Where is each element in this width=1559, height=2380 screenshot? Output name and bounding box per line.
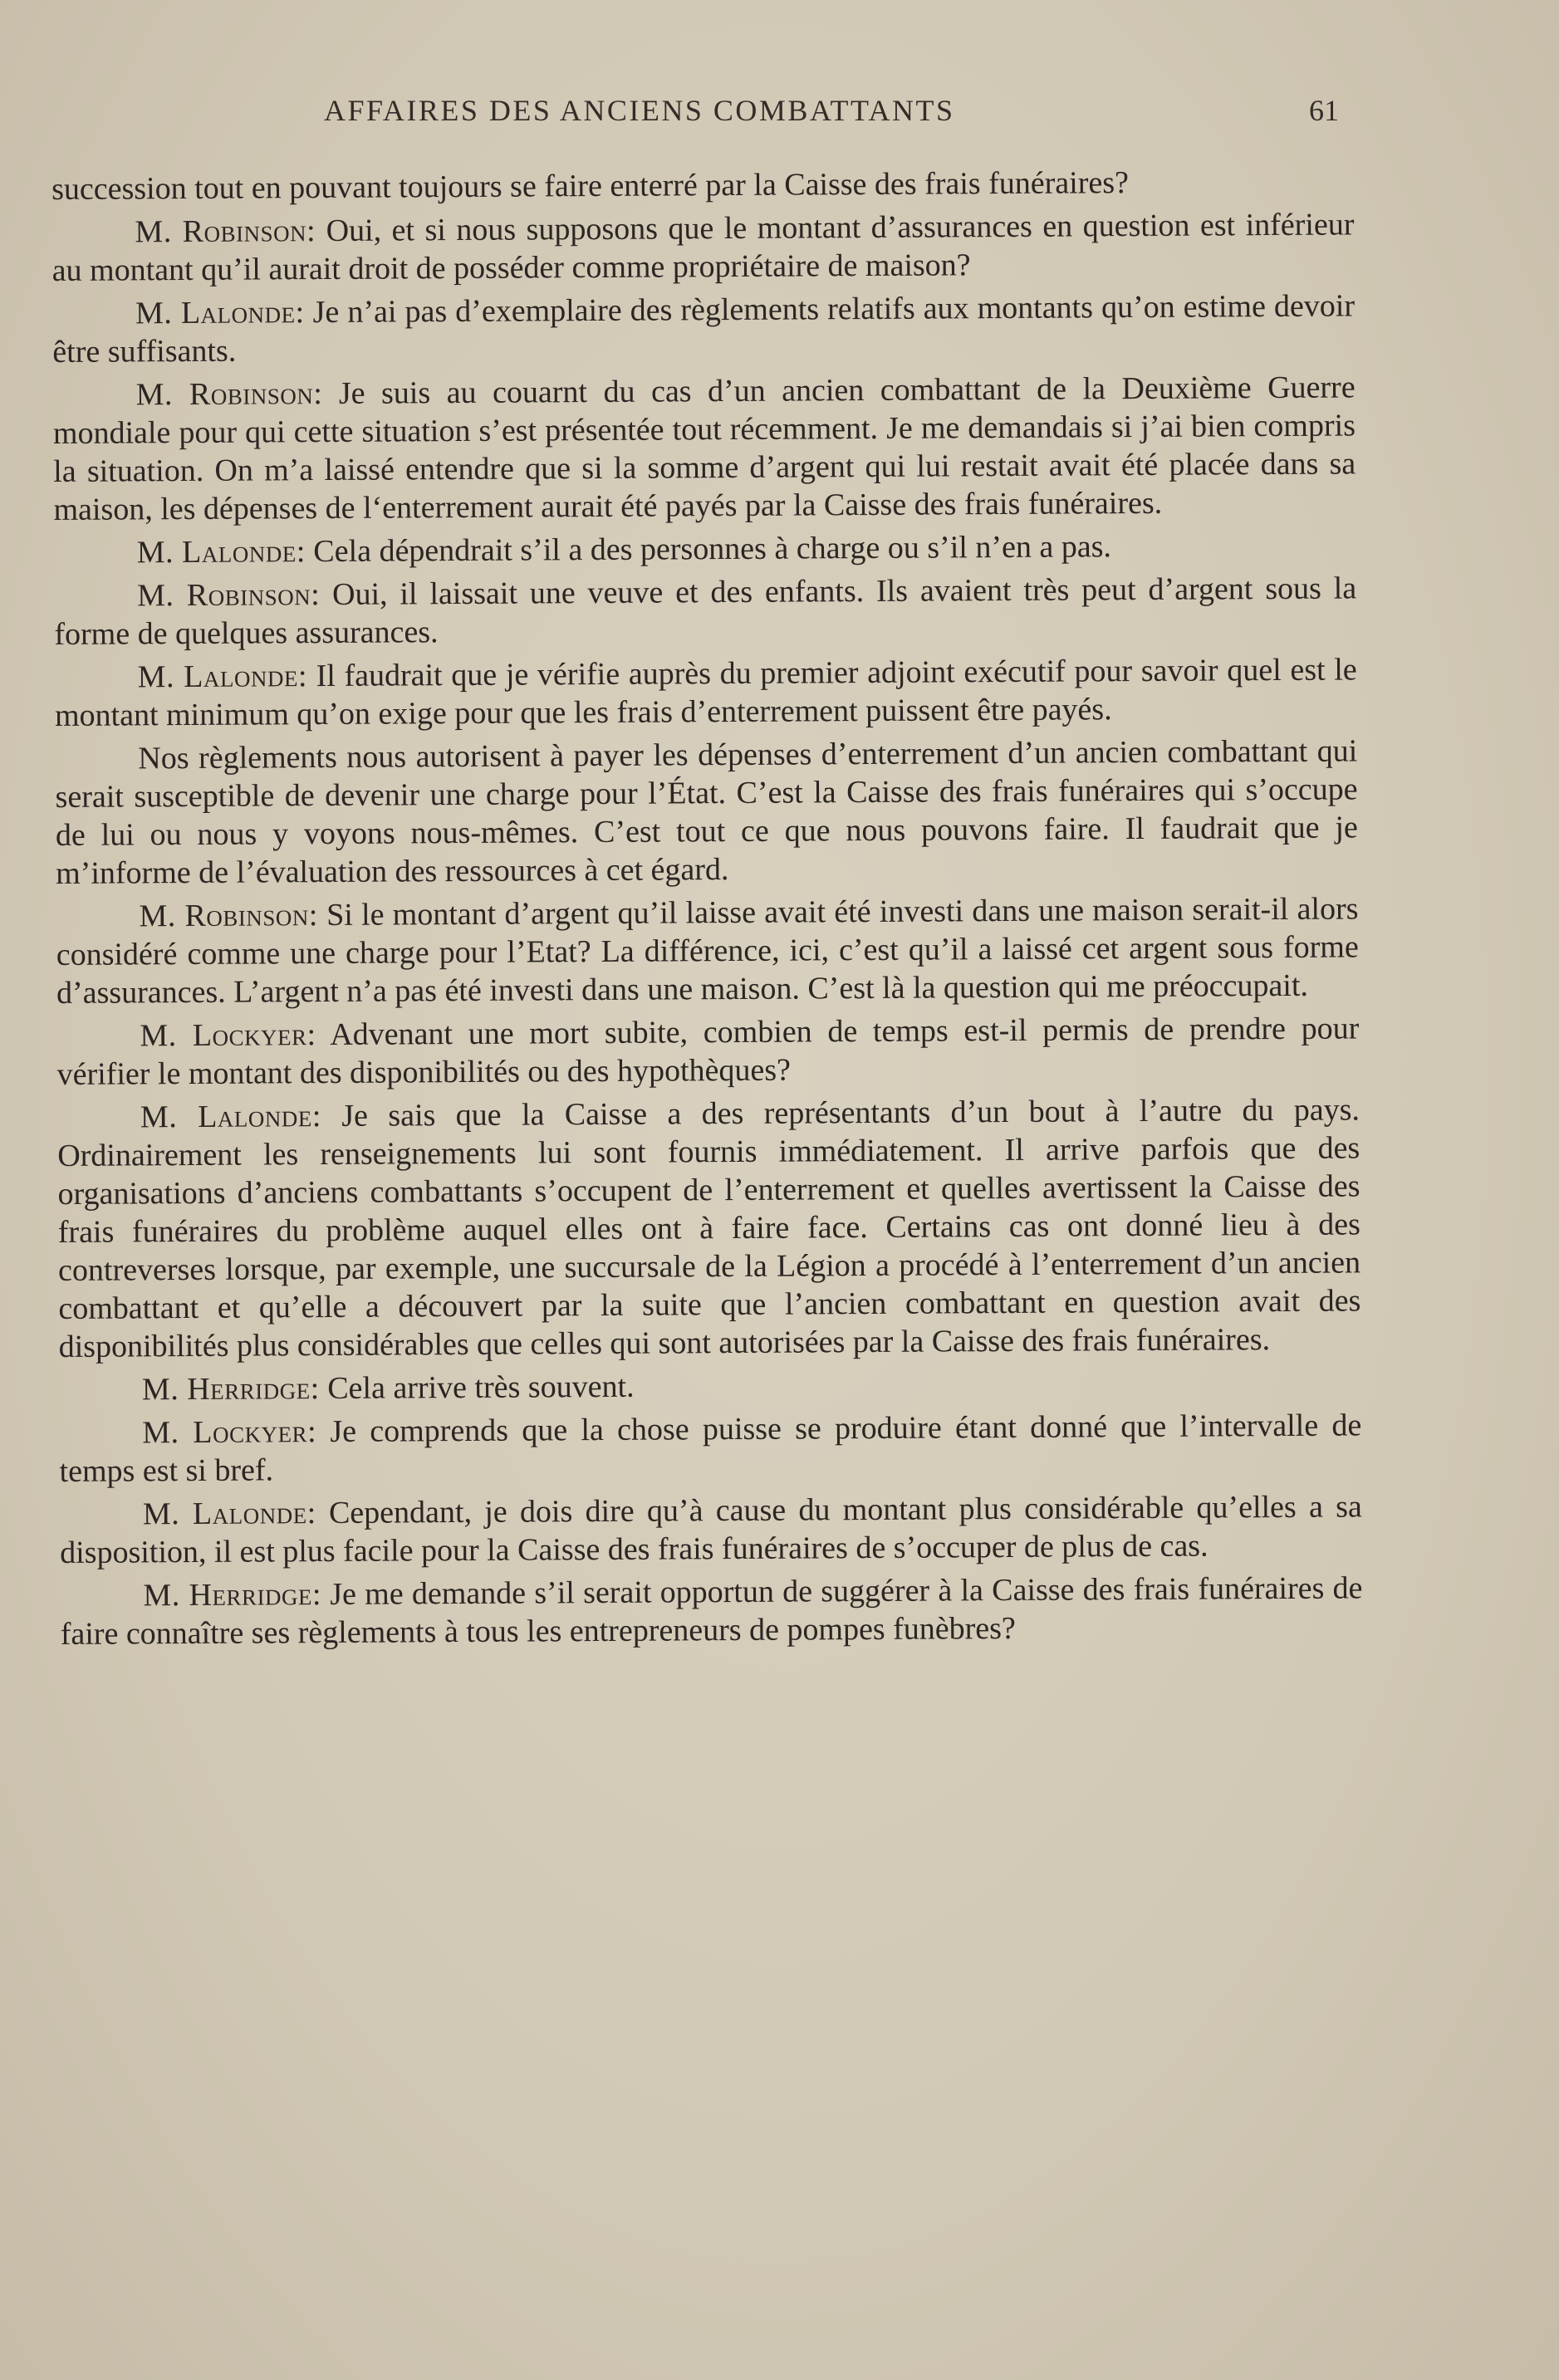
paragraph [55, 732, 1358, 893]
paragraph [55, 650, 1358, 735]
paragraph [52, 286, 1356, 371]
paragraph [51, 205, 1355, 290]
paragraph [60, 1487, 1363, 1572]
speaker: M. Lalonde: [142, 1496, 316, 1532]
speaker: M. Lockyer: [142, 1414, 317, 1451]
paragraph [54, 569, 1357, 654]
paragraph-text: Cela arrive très souvent. [319, 1369, 635, 1407]
paragraph [56, 889, 1359, 1012]
paragraph [53, 368, 1356, 529]
running-head: AFFAIRES DES ANCIENS COMBATTANTS [324, 94, 955, 127]
paragraph [54, 526, 1356, 572]
speaker: M. Robinson: [139, 898, 319, 934]
speaker: M. Lalonde: [135, 295, 305, 331]
paragraph [59, 1363, 1361, 1409]
speaker: M. Lalonde: [137, 659, 308, 695]
speaker: M. Robinson: [137, 577, 321, 614]
paragraph-text: Il faudrait que je vérifie auprès du premier adjoint exécutif pour savoir quel est le montant minimum qu’on exige pour que les frais d’enterrement puissent être payés. [54, 652, 1357, 733]
transcript-body [51, 162, 1363, 1658]
paragraph-text: Cela dépendrait s’il a des personnes à charge ou s’il n’en a pas. [305, 529, 1112, 570]
paragraph-text: Je suis au couarnt du cas d’un ancien combattant de la Deuxième Guerre mondiale pour qui cette situation s’est présentée tout récemment. Je me demandais si j’ai bien compris la situation. On m’a laissé entendre que si la somme d’argent qui lui restait avait été placée dans sa maison, les dépenses de l‘enterrement aurait été payés par la Caisse des frais funéraires. [52, 370, 1356, 527]
paragraph-text: Je me demande s’il serait opportun de suggérer à la Caisse des frais funéraires de faire connaître ses règlements à tous les entrepreneurs de pompes funèbres? [60, 1570, 1363, 1652]
paragraph-text: Advenant une mort subite, combien de temps est-il permis de prendre pour vérifier le montant des disponibilités ou des hypothèques? [56, 1011, 1360, 1092]
paragraph-text: Oui, et si nous supposons que le montant d’assurances en question est inférieur au montant qu’il aurait droit de posséder comme propriétaire de maison? [51, 207, 1355, 288]
paragraph [57, 1090, 1361, 1366]
speaker: M. Robinson: [135, 376, 323, 413]
paragraph-text: succession tout en pouvant toujours se faire enterré par la Caisse des frais funéraires? [51, 165, 1130, 207]
speaker: M. Lalonde: [140, 1099, 322, 1135]
paragraph-text: Je sais que la Caisse a des représentants d’un bout à l’autre du pays. Ordinairement les renseignements lui sont fournis immédiatement. Il arrive parfois que des organisations d’anciens combattants s’occupent de l’enterrement et quelles avertissent la Caisse des frais funéraires du problème auquel elles ont à faire face. Certains cas ont donné lieu à des contreverses lorsque, par exemple, une succursale de la Légion a procédé à l’enterrement d’un ancien combattant et qu’elle a découvert par la suite que l’ancien combattant en question avait des disponibilités plus considérables que celles qui sont autorisées par la Caisse des frais funéraires. [57, 1092, 1361, 1364]
paragraph-text: Je n’ai pas d’exemplaire des règlements relatifs aux montants qu’on estime devoir être suffisants. [52, 288, 1356, 370]
page-header [324, 93, 1339, 135]
speaker: M. Herridge: [141, 1371, 320, 1408]
paragraph [51, 162, 1354, 208]
paragraph-text: Je comprends que la chose puisse se produire étant donné que l’intervalle de temps est si bref. [59, 1408, 1362, 1489]
speaker: M. Lalonde: [136, 534, 306, 571]
paragraph [60, 1569, 1363, 1653]
paragraph-text: Cependant, je dois dire qu’à cause du montant plus considérable qu’elles a sa disposition, il est plus facile pour la Caisse des frais funéraires de s’occuper de plus de cas. [60, 1489, 1362, 1570]
paragraph-text: Oui, il laissait une veuve et des enfants. Ils avaient très peut d’argent sous la forme de quelques assurances. [54, 571, 1357, 652]
paragraph-text: Si le montant d’argent qu’il laisse avait été investi dans une maison serait-il alors considéré comme une charge pour l’Etat? La différence, ici, c’est qu’il a laissé cet argent sous forme d’assurances. L’argent n’a pas été investi dans une maison. C’est là la question qui me préoccupait. [56, 891, 1359, 1011]
paragraph [59, 1406, 1362, 1491]
paragraph-text: Nos règlements nous autorisent à payer les dépenses d’enterrement d’un ancien combattant qui serait susceptible de devenir une charge pour l’État. C’est la Caisse des frais funéraires qui s’occupe de lui ou nous y voyons nous-mêmes. C’est tout ce que nous pouvons faire. Il faudrait que je m’informe de l’évaluation des ressources à cet égard. [55, 733, 1358, 891]
paragraph [56, 1009, 1360, 1094]
page-number: 61 [1309, 94, 1339, 127]
speaker: M. Robinson: [135, 213, 316, 250]
speaker: M. Lockyer: [140, 1017, 316, 1054]
speaker: M. Herridge: [143, 1577, 322, 1614]
